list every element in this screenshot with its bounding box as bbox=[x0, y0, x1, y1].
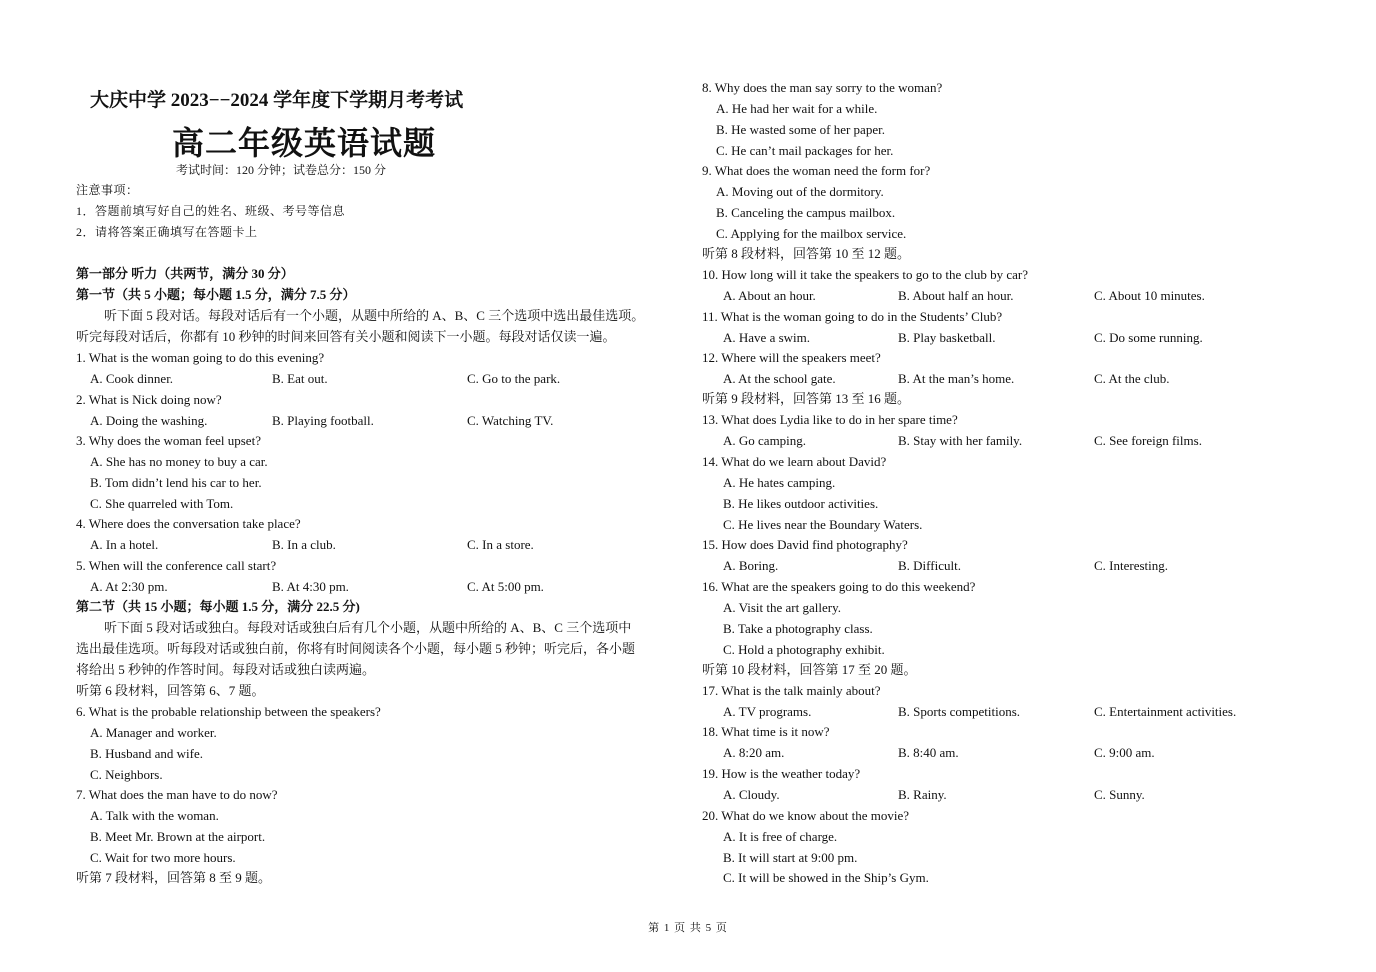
option-c: C. It will be showed in the Ship’s Gym. bbox=[723, 870, 929, 885]
option-c: C. He can’t mail packages for her. bbox=[716, 143, 894, 158]
section1-instructions: 听完每段对话后，你都有 10 秒钟的时间来回答有关小题和阅读下一小题。每段对话仅读一遍。 bbox=[76, 329, 616, 344]
option-b: B. 8:40 am. bbox=[898, 745, 959, 760]
question-8: 8. Why does the man say sorry to the woman? bbox=[702, 80, 943, 95]
option-b: B. In a club. bbox=[272, 537, 336, 552]
question-18: 18. What time is it now? bbox=[702, 724, 830, 739]
option-a: A. TV programs. bbox=[723, 704, 812, 719]
option-a: A. Boring. bbox=[723, 558, 779, 573]
notes-heading: 注意事项： bbox=[76, 183, 139, 197]
option-a: A. At 2:30 pm. bbox=[90, 579, 168, 594]
material-10-label: 听第 10 段材料，回答第 17 至 20 题。 bbox=[702, 662, 917, 677]
option-c: C. Interesting. bbox=[1094, 558, 1169, 573]
option-a: A. Moving out of the dormitory. bbox=[716, 184, 884, 199]
option-c: C. Hold a photography exhibit. bbox=[723, 642, 885, 657]
option-b: B. Sports competitions. bbox=[898, 704, 1021, 719]
option-a: A. Manager and worker. bbox=[90, 725, 217, 740]
page-number: 第 1 页 共 5 页 bbox=[648, 922, 728, 934]
question-20: 20. What do we know about the movie? bbox=[702, 808, 909, 823]
option-a: A. He had her wait for a while. bbox=[716, 101, 878, 116]
option-a: A. She has no money to buy a car. bbox=[90, 454, 268, 469]
option-a: A. Cook dinner. bbox=[90, 371, 174, 386]
question-9: 9. What does the woman need the form for? bbox=[702, 163, 931, 178]
part1-heading: 第一部分 听力（共两节，满分 30 分） bbox=[76, 266, 294, 281]
option-c: C. In a store. bbox=[467, 537, 534, 552]
option-a: A. He hates camping. bbox=[723, 475, 836, 490]
section2-instructions: 将给出 5 秒钟的作答时间。每段对话或独白读两遍。 bbox=[76, 662, 376, 677]
section2-instructions: 选出最佳选项。听每段对话或独白前，你将有时间阅读各个小题，每小题 5 秒钟；听完后，各小题 bbox=[76, 641, 636, 656]
option-c: C. Sunny. bbox=[1094, 787, 1145, 802]
question-12: 12. Where will the speakers meet? bbox=[702, 350, 881, 365]
option-b: B. He wasted some of her paper. bbox=[716, 122, 885, 137]
section2-instructions: 听下面 5 段对话或独白。每段对话或独白后有几个小题，从题中所给的 A、B、C 三个选项中 bbox=[104, 620, 632, 635]
option-b: B. Meet Mr. Brown at the airport. bbox=[90, 829, 266, 844]
material-9-label: 听第 9 段材料，回答第 13 至 16 题。 bbox=[702, 391, 911, 406]
option-a: A. Visit the art gallery. bbox=[723, 600, 841, 615]
option-b: B. Play basketball. bbox=[898, 330, 996, 345]
option-a: A. About an hour. bbox=[723, 288, 816, 303]
option-a: A. 8:20 am. bbox=[723, 745, 785, 760]
option-b: B. Rainy. bbox=[898, 787, 947, 802]
option-b: B. Playing football. bbox=[272, 413, 374, 428]
option-c: C. He lives near the Boundary Waters. bbox=[723, 517, 923, 532]
option-b: B. At the man’s home. bbox=[898, 371, 1015, 386]
option-c: C. Go to the park. bbox=[467, 371, 561, 386]
question-3: 3. Why does the woman feel upset? bbox=[76, 433, 261, 448]
option-b: B. He likes outdoor activities. bbox=[723, 496, 879, 511]
option-a: A. It is free of charge. bbox=[723, 829, 838, 844]
section1-instructions: 听下面 5 段对话。每段对话后有一个小题，从题中所给的 A、B、C 三个选项中选出最佳选项。 bbox=[104, 308, 645, 323]
question-19: 19. How is the weather today? bbox=[702, 766, 861, 781]
option-a: A. Cloudy. bbox=[723, 787, 780, 802]
option-b: B. Take a photography class. bbox=[723, 621, 873, 636]
option-c: C. Applying for the mailbox service. bbox=[716, 226, 907, 241]
option-b: B. Difficult. bbox=[898, 558, 961, 573]
option-c: C. See foreign films. bbox=[1094, 433, 1202, 448]
option-b: B. Tom didn’t lend his car to her. bbox=[90, 475, 262, 490]
note-1: 1．答题前填写好自己的姓名、班级、考号等信息 bbox=[76, 204, 346, 218]
question-4: 4. Where does the conversation take place? bbox=[76, 516, 301, 531]
section2-heading: 第二节（共 15 小题；每小题 1.5 分，满分 22.5 分) bbox=[76, 599, 360, 614]
question-15: 15. How does David find photography? bbox=[702, 537, 908, 552]
option-c: C. At the club. bbox=[1094, 371, 1170, 386]
note-2: 2．请将答案正确填写在答题卡上 bbox=[76, 225, 258, 239]
option-c: C. At 5:00 pm. bbox=[467, 579, 544, 594]
option-a: A. Talk with the woman. bbox=[90, 808, 219, 823]
question-14: 14. What do we learn about David? bbox=[702, 454, 887, 469]
option-b: B. Husband and wife. bbox=[90, 746, 204, 761]
option-a: A. In a hotel. bbox=[90, 537, 159, 552]
question-16: 16. What are the speakers going to do this weekend? bbox=[702, 579, 976, 594]
option-b: B. It will start at 9:00 pm. bbox=[723, 850, 858, 865]
question-2: 2. What is Nick doing now? bbox=[76, 392, 222, 407]
exam-title: 高二年级英语试题 bbox=[172, 124, 437, 162]
option-a: A. Doing the washing. bbox=[90, 413, 208, 428]
option-b: B. At 4:30 pm. bbox=[272, 579, 349, 594]
option-a: A. Go camping. bbox=[723, 433, 807, 448]
option-b: B. Stay with her family. bbox=[898, 433, 1023, 448]
option-b: B. Eat out. bbox=[272, 371, 328, 386]
question-13: 13. What does Lydia like to do in her spare time? bbox=[702, 412, 958, 427]
question-17: 17. What is the talk mainly about? bbox=[702, 683, 881, 698]
section1-heading: 第一节（共 5 小题；每小题 1.5 分，满分 7.5 分） bbox=[76, 287, 356, 302]
option-b: B. Canceling the campus mailbox. bbox=[716, 205, 896, 220]
material-7-label: 听第 7 段材料，回答第 8 至 9 题。 bbox=[76, 870, 272, 885]
school-exam-title: 大庆中学 2023−−2024 学年度下学期月考考试 bbox=[90, 90, 464, 111]
question-11: 11. What is the woman going to do in the Students’ Club? bbox=[702, 309, 1003, 324]
material-6-label: 听第 6 段材料，回答第 6、7 题。 bbox=[76, 683, 265, 698]
option-c: C. Watching TV. bbox=[467, 413, 554, 428]
question-1: 1. What is the woman going to do this evening? bbox=[76, 350, 325, 365]
question-7: 7. What does the man have to do now? bbox=[76, 787, 278, 802]
question-10: 10. How long will it take the speakers to go to the club by car? bbox=[702, 267, 1029, 282]
option-c: C. Wait for two more hours. bbox=[90, 850, 236, 865]
option-c: C. She quarreled with Tom. bbox=[90, 496, 234, 511]
option-c: C. 9:00 am. bbox=[1094, 745, 1155, 760]
option-b: B. About half an hour. bbox=[898, 288, 1014, 303]
question-6: 6. What is the probable relationship between the speakers? bbox=[76, 704, 381, 719]
option-a: A. At the school gate. bbox=[723, 371, 836, 386]
option-a: A. Have a swim. bbox=[723, 330, 811, 345]
material-8-label: 听第 8 段材料，回答第 10 至 12 题。 bbox=[702, 246, 911, 261]
exam-info: 考试时间：120 分钟；试卷总分：150 分 bbox=[176, 163, 387, 177]
option-c: C. About 10 minutes. bbox=[1094, 288, 1205, 303]
option-c: C. Entertainment activities. bbox=[1094, 704, 1237, 719]
question-5: 5. When will the conference call start? bbox=[76, 558, 277, 573]
option-c: C. Neighbors. bbox=[90, 767, 163, 782]
option-c: C. Do some running. bbox=[1094, 330, 1203, 345]
